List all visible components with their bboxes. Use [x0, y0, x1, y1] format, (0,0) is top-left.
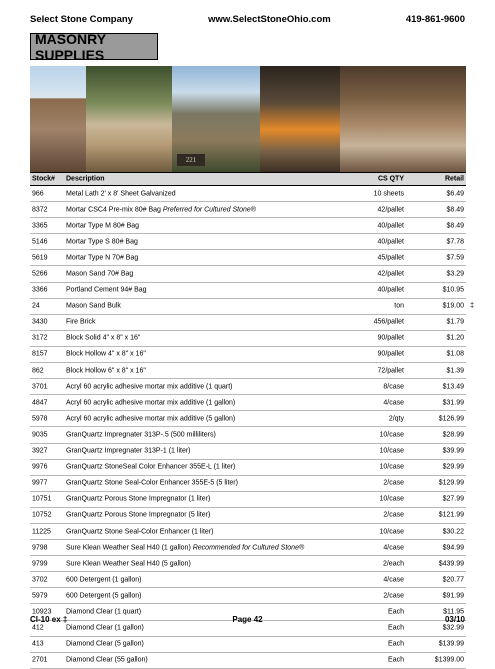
item-note: Recommended for Cultured Stone® [192, 544, 305, 552]
case-quantity: 4/case [383, 399, 404, 407]
stock-number: 3701 [32, 383, 48, 391]
case-quantity: Each [388, 624, 404, 632]
table-row [30, 395, 466, 411]
stock-number: 3430 [32, 318, 48, 326]
retail-price: $439.99 [438, 560, 464, 568]
item-description [66, 335, 140, 342]
item-description [66, 383, 233, 390]
stock-number: 4847 [32, 399, 48, 407]
table-row [30, 315, 466, 331]
retail-price: $8.49 [446, 222, 464, 230]
col-description: Description [66, 175, 105, 183]
stock-number: 3365 [32, 222, 48, 230]
retail-price: $20.77 [442, 576, 464, 584]
table-row [30, 637, 466, 653]
section-title: MASONRY SUPPLIES [30, 33, 158, 60]
case-quantity: 10 sheets [373, 190, 404, 198]
case-quantity: 40/pallet [377, 286, 404, 294]
table-row [30, 331, 466, 347]
retail-price: $139.99 [438, 640, 464, 648]
item-description [66, 641, 144, 648]
case-quantity: 10/case [379, 495, 404, 503]
col-cs-qty: CS QTY [377, 175, 404, 183]
item-description [66, 254, 138, 261]
case-quantity: 10/case [379, 528, 404, 536]
table-row [30, 379, 466, 395]
page-header [30, 14, 465, 28]
retail-price: $39.99 [442, 447, 464, 455]
photo-strip [30, 66, 466, 172]
case-quantity: 42/pallet [377, 270, 404, 278]
stock-number: 3702 [32, 576, 48, 584]
retail-price: $30.22 [442, 528, 464, 536]
stock-number: 8157 [32, 350, 48, 358]
stone-fireplace-photo [260, 66, 340, 172]
retail-price: $19.00 [442, 302, 464, 310]
retail-price: $3.29 [446, 270, 464, 278]
table-row [30, 250, 466, 266]
table-row [30, 476, 466, 492]
stock-number: 10923 [32, 608, 52, 616]
case-quantity: 456/pallet [373, 318, 404, 326]
item-description [66, 222, 139, 229]
item-description [66, 190, 176, 197]
item-description-text: Block Solid 4" x 8" x 16" [66, 334, 141, 342]
item-description-text: Sure Klean Weather Seal H40 (5 gallon) [66, 560, 191, 568]
ex-flag: ‡ [470, 302, 474, 310]
retail-price: $11.95 [443, 608, 464, 616]
stock-number: 9977 [32, 479, 48, 487]
case-quantity: ton [394, 302, 404, 310]
table-row [30, 460, 466, 476]
case-quantity: Each [388, 656, 404, 664]
table-row [30, 234, 466, 250]
case-quantity: 2/each [382, 560, 404, 568]
table-row [30, 411, 466, 427]
item-description [66, 528, 213, 535]
item-description [66, 206, 256, 213]
table-row [30, 363, 466, 379]
stock-number: 5619 [32, 254, 48, 262]
stock-number: 5979 [32, 592, 48, 600]
retail-price: $28.99 [442, 431, 464, 439]
item-description [66, 319, 96, 326]
case-quantity: 2/case [383, 511, 404, 519]
case-quantity: 2/qty [388, 415, 404, 423]
item-description-text: Diamond Clear (5 gallon) [66, 640, 144, 648]
retail-price: $6.49 [446, 190, 464, 198]
item-description-text: 600 Detergent (5 gallon) [66, 592, 142, 600]
item-description-text: GranQuartz Impregnater 313P-1 (1 liter) [66, 447, 191, 455]
case-quantity: 4/case [383, 544, 404, 552]
item-description-text: Acryl 60 acrylic adhesive mortar mix additive (1 quart) [66, 383, 233, 391]
stock-number: 2701 [32, 656, 48, 664]
item-description [66, 480, 238, 487]
company-name: Select Stone Company [30, 14, 133, 25]
item-note: Preferred for Cultured Stone® [162, 206, 256, 214]
table-row [30, 347, 466, 363]
case-quantity: 10/case [379, 431, 404, 439]
item-description-text: GranQuartz Impregnater 313P-.5 (500 milliliters) [66, 431, 216, 439]
retail-price: $31.99 [442, 399, 464, 407]
case-quantity: 2/case [383, 479, 404, 487]
table-row [30, 572, 466, 588]
item-description-text: Mortar Type S 80# Bag [66, 238, 138, 246]
stock-number: 9976 [32, 463, 48, 471]
table-header [30, 172, 466, 186]
stock-number: 3172 [32, 334, 48, 342]
footer-date: 03/10 [444, 615, 465, 624]
item-description [66, 431, 216, 438]
item-description-text: Acryl 60 acrylic adhesive mortar mix additive (1 gallon) [66, 399, 236, 407]
stock-number: 9798 [32, 544, 48, 552]
case-quantity: 4/case [383, 576, 404, 584]
item-description [66, 464, 235, 471]
table-row [30, 186, 466, 202]
item-description [66, 592, 142, 599]
page-footer [30, 615, 465, 627]
item-description [66, 367, 146, 374]
company-phone: 419-861-9600 [405, 14, 465, 25]
item-description [66, 415, 235, 422]
item-description-text: Sure Klean Weather Seal H40 (1 gallon) [66, 544, 191, 552]
col-retail: Retail [444, 175, 464, 183]
retail-price: $10.95 [442, 286, 464, 294]
table-row [30, 218, 466, 234]
item-description-text: 600 Detergent (1 gallon) [66, 576, 142, 584]
retail-price: $1.20 [446, 334, 464, 342]
item-description-text: Fire Brick [66, 318, 96, 326]
company-website: www.SelectStoneOhio.com [208, 14, 331, 25]
stock-number: 9799 [32, 560, 48, 568]
table-row [30, 588, 466, 604]
retail-price: $7.59 [446, 254, 464, 262]
table-row [30, 524, 466, 540]
stock-number: 9035 [32, 431, 48, 439]
case-quantity: 45/pallet [377, 254, 404, 262]
case-quantity: 40/pallet [377, 222, 404, 230]
table-row [30, 202, 466, 218]
stock-number: 5978 [32, 415, 48, 423]
page-number: Page 42 [232, 615, 263, 624]
item-description-text: GranQuartz Porous Stone Impregnator (1 liter) [66, 495, 211, 503]
case-quantity: 42/pallet [377, 206, 404, 214]
table-row [30, 556, 466, 572]
retail-price: $27.99 [442, 495, 464, 503]
item-description-text: Mortar Type N 70# Bag [66, 254, 139, 262]
item-description [66, 287, 147, 294]
item-description [66, 238, 138, 245]
item-description-text: Diamond Clear (1 quart) [66, 608, 142, 616]
item-description-text: Acryl 60 acrylic adhesive mortar mix additive (5 gallon) [66, 415, 236, 423]
footer-code: CI-10 ex ‡ [30, 615, 68, 624]
retail-price: $8.49 [446, 206, 464, 214]
table-row [30, 444, 466, 460]
case-quantity: 10/case [379, 463, 404, 471]
item-description [66, 576, 142, 583]
stock-number: 413 [32, 640, 44, 648]
retail-price: $1.08 [446, 350, 464, 358]
case-quantity: 8/case [383, 383, 404, 391]
retail-price: $91.99 [442, 592, 464, 600]
stock-number: 966 [32, 190, 44, 198]
retail-price: $13.49 [442, 383, 464, 391]
stock-number: 412 [32, 624, 44, 632]
case-quantity: 10/case [379, 447, 404, 455]
item-description [66, 544, 304, 551]
retail-price: $126.99 [438, 415, 464, 423]
item-description-text: GranQuartz Porous Stone Impregnator (5 liter) [66, 511, 211, 519]
stock-number: 862 [32, 367, 44, 375]
stone-house-photo [30, 66, 86, 172]
table-row [30, 492, 466, 508]
item-description [66, 399, 235, 406]
case-quantity: 40/pallet [377, 238, 404, 246]
item-description-text: Block Hollow 6" x 8" x 16" [66, 367, 146, 375]
stock-number: 3927 [32, 447, 48, 455]
item-description [66, 448, 191, 455]
item-description-text: Mason Sand 70# Bag [66, 270, 134, 278]
case-quantity: 90/pallet [377, 350, 404, 358]
table-row [30, 653, 466, 669]
item-description [66, 303, 121, 310]
stock-number: 8372 [32, 206, 48, 214]
retail-price: $29.99 [442, 463, 464, 471]
stock-number: 3366 [32, 286, 48, 294]
retail-price: $121.99 [438, 511, 464, 519]
stock-number: 5146 [32, 238, 48, 246]
item-description [66, 560, 191, 567]
table-row [30, 283, 466, 299]
table-row [30, 299, 474, 315]
item-description-text: Diamond Clear (55 gallon) [66, 656, 148, 664]
stock-number: 24 [32, 302, 40, 310]
table-row [30, 266, 466, 282]
stock-number: 10752 [32, 511, 52, 519]
item-description-text: Portland Cement 94# Bag [66, 286, 147, 294]
retail-price: $7.78 [446, 238, 464, 246]
table-row [30, 508, 466, 524]
item-description-text: GranQuartz StoneSeal Color Enhancer 355E-L (1 liter) [66, 463, 236, 471]
address-plaque: 221 [177, 154, 205, 166]
item-description-text: GranQuartz Stone Seal-Color Enhancer 355E-5 (5 liter) [66, 479, 238, 487]
stock-number: 11225 [32, 528, 51, 536]
item-description-text: Mortar CSC4 Pre-mix 80# Bag [66, 206, 161, 214]
case-quantity: Each [388, 640, 404, 648]
table-row [30, 540, 466, 556]
item-description-text: Metal Lath 2' x 8' Sheet Galvanized [66, 190, 176, 198]
price-table [30, 172, 474, 669]
retail-price: $1.79 [446, 318, 464, 326]
case-quantity: 72/pallet [377, 367, 404, 375]
item-description [66, 271, 133, 278]
case-quantity: 2/case [383, 592, 404, 600]
item-description-text: Diamond Clear (1 gallon) [66, 624, 144, 632]
item-description-text: Block Hollow 4" x 8" x 16" [66, 350, 146, 358]
col-stock: Stock# [32, 175, 55, 183]
retail-price: $32.99 [442, 624, 464, 632]
table-body [30, 186, 474, 669]
retail-price: $1.39 [446, 367, 464, 375]
item-description [66, 657, 148, 664]
case-quantity: Each [388, 608, 404, 616]
item-description [66, 496, 210, 503]
item-description [66, 351, 146, 358]
retail-price: $129.99 [438, 479, 464, 487]
case-quantity: 90/pallet [377, 334, 404, 342]
stone-interior-wall-photo [340, 66, 466, 172]
item-description-text: Mortar Type M 80# Bag [66, 222, 140, 230]
stone-patio-photo [86, 66, 172, 172]
stock-number: 10751 [32, 495, 52, 503]
retail-price: $94.99 [442, 544, 464, 552]
retail-price: $1399.00 [434, 656, 464, 664]
item-description-text: GranQuartz Stone Seal-Color Enhancer (1 liter) [66, 528, 214, 536]
item-description-text: Mason Sand Bulk [66, 302, 121, 310]
item-description [66, 512, 210, 519]
stock-number: 5266 [32, 270, 48, 278]
stone-home-exterior-photo [172, 66, 260, 172]
table-row [30, 427, 466, 443]
